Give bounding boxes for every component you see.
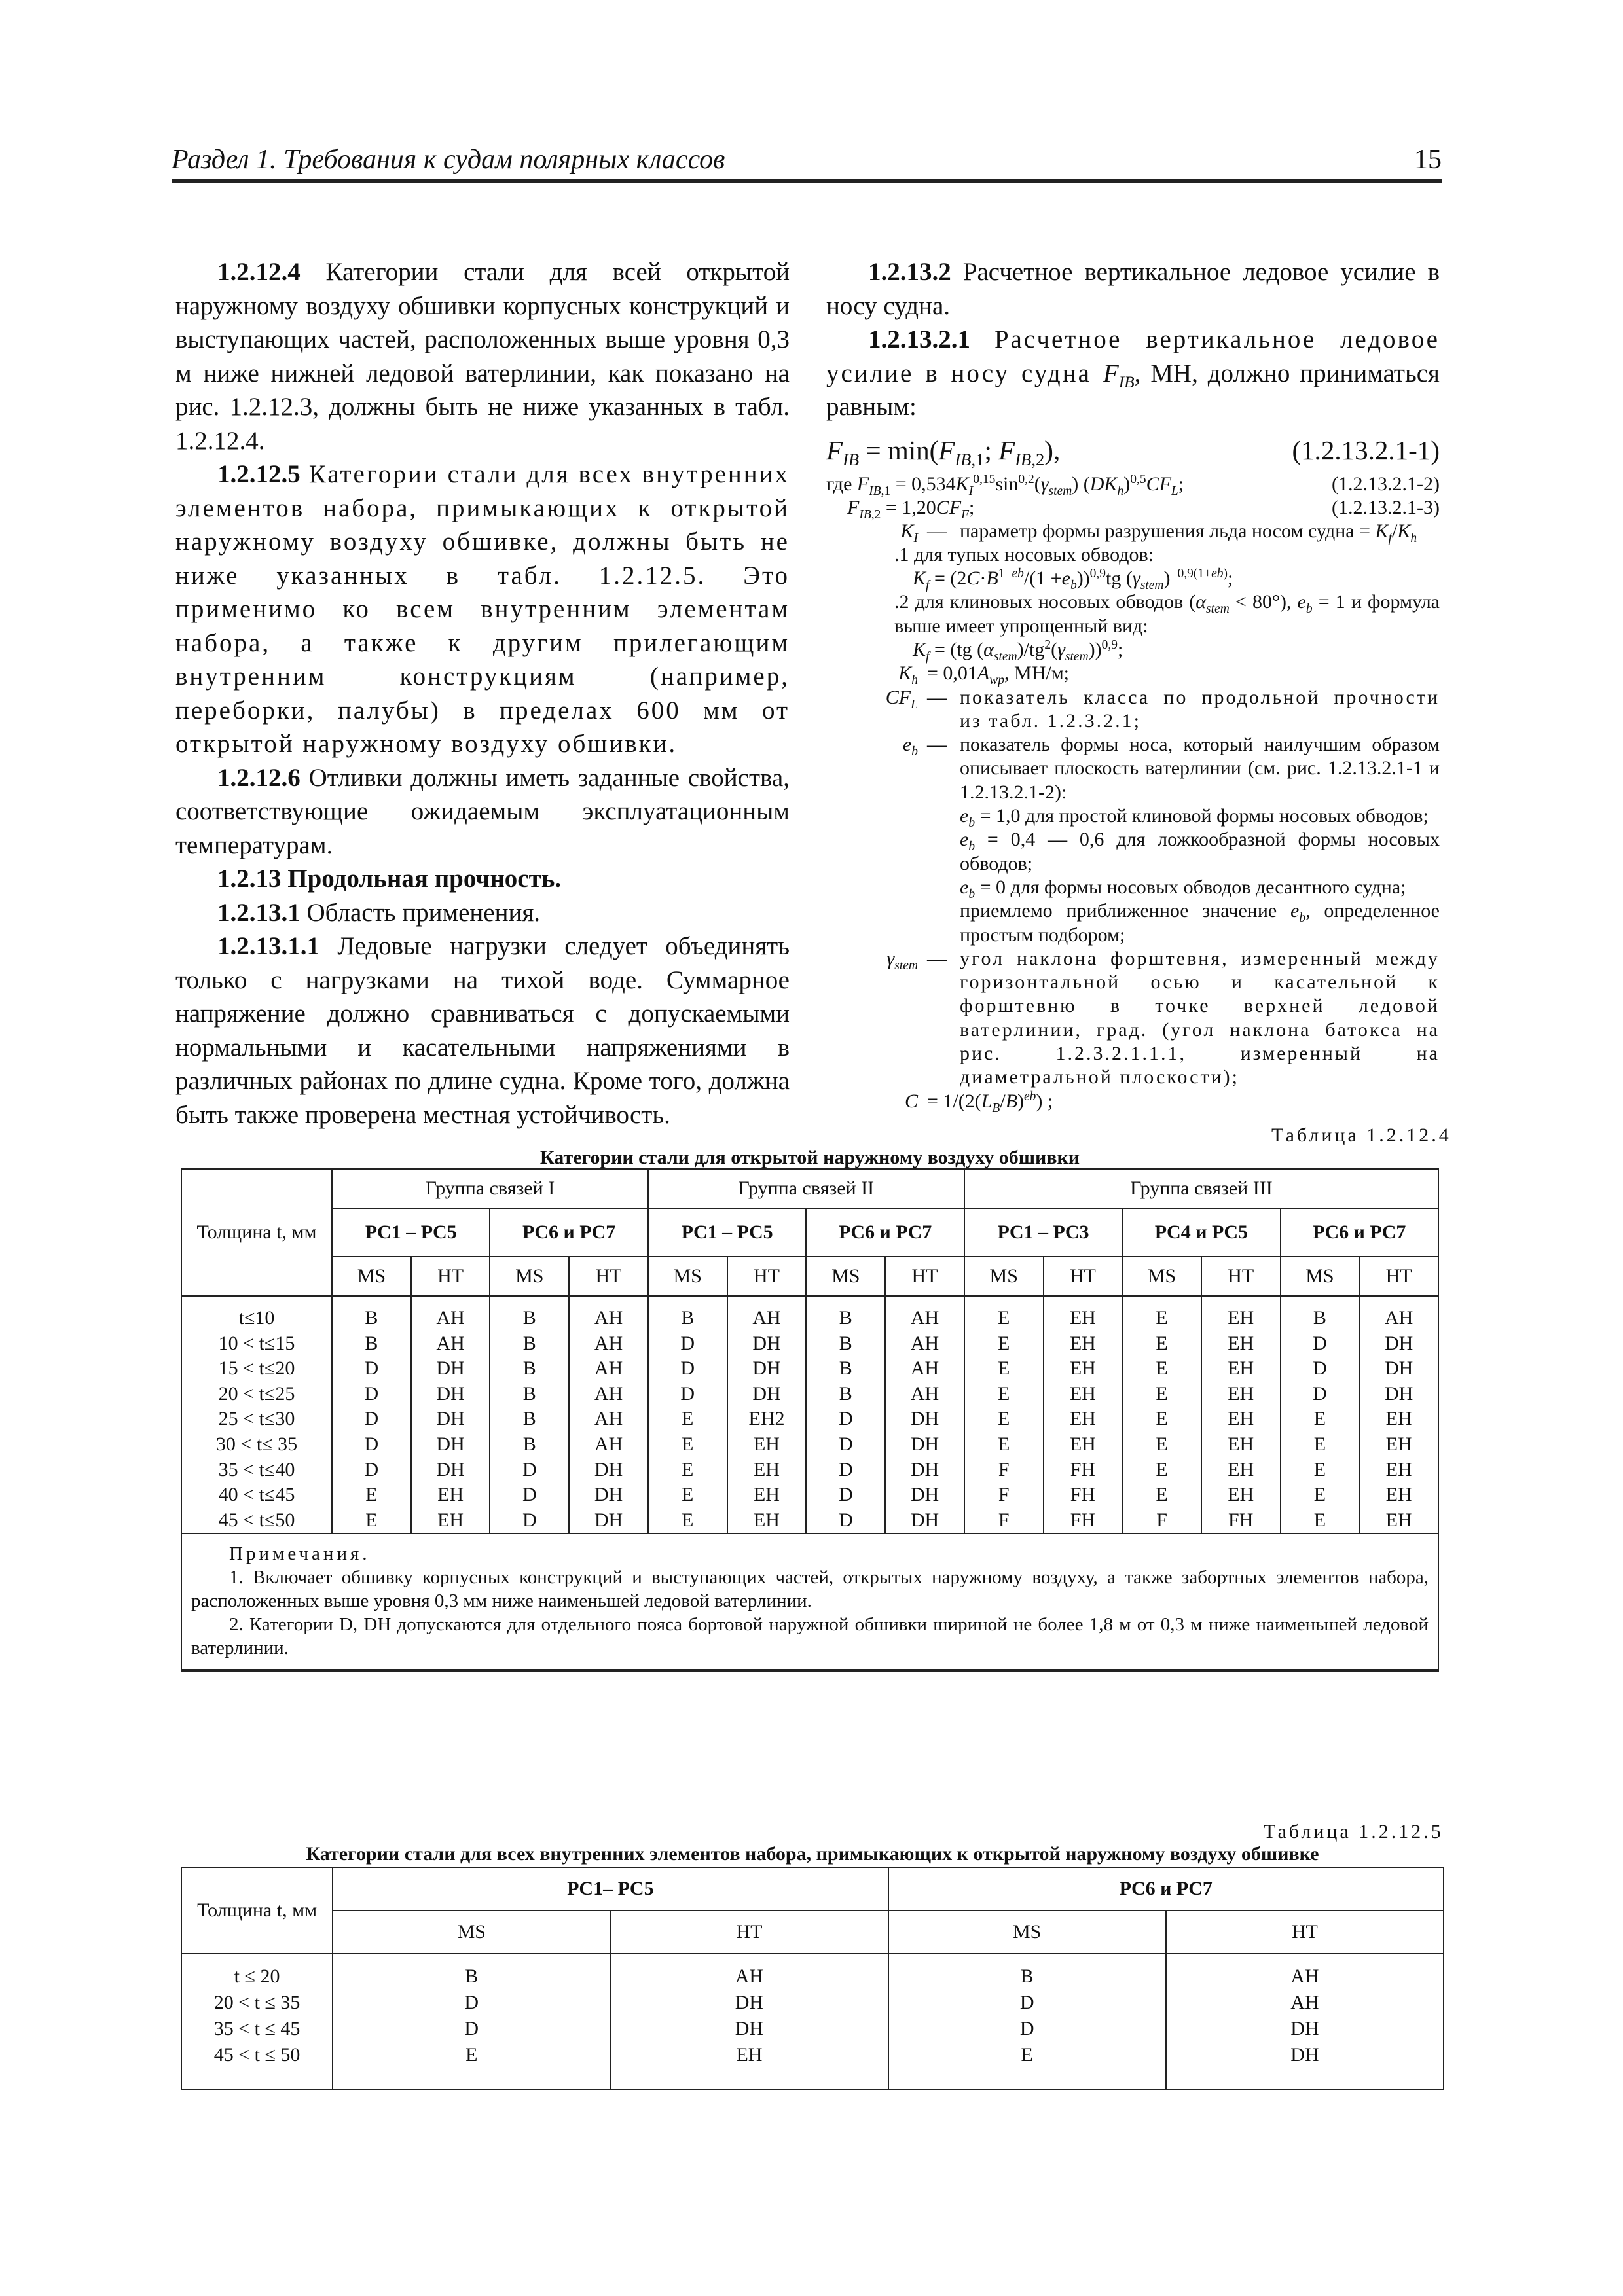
table-cell: D — [680, 1332, 695, 1354]
class-header: PC6 и PC7 — [490, 1208, 647, 1257]
table-cell: EH — [753, 1433, 780, 1455]
table-cell: EH — [1385, 1509, 1412, 1531]
table-cell: B — [522, 1382, 536, 1405]
table-cell: D — [680, 1357, 695, 1380]
steel-type-header: MS — [888, 1910, 1166, 1954]
def-eb-2: $e_b = 0,4$ — 0,6 для ложкообразной формы носовых обводов; — [960, 829, 1440, 874]
grade-column — [1044, 1296, 1123, 1534]
steel-type-header: MS — [332, 1257, 411, 1296]
table-cell: DH — [1384, 1357, 1413, 1380]
group-2-header: Группа связей II — [648, 1169, 964, 1208]
table-cell: D — [522, 1509, 537, 1531]
grade-column — [1122, 1296, 1201, 1534]
grade-column — [1359, 1296, 1438, 1534]
def-eb-1: $e_b = 1,0$ для простой клиновой формы носовых обводов; — [960, 805, 1429, 831]
formula-2: где $F_{IB,1} = 0,534K_I^{0,15}\sin^{0,2}(\gamma_{stem})$ $(DK_h)^{0,5}CF_L$; (1.2.13.2.1-2) — [826, 472, 1440, 498]
table-cell: D — [364, 1357, 379, 1380]
formula-kf-1: $K_f = (2C\cdot B^{1-eb}/(1 +e_b))^{0,9}tg$ $(\gamma_{stem})^{-0,9(1+eb)}$; — [913, 567, 1233, 593]
table-1-2-12-5 — [181, 1867, 1444, 2090]
thickness-header: Толщина t, мм — [181, 1867, 333, 1954]
table-cell: D — [838, 1458, 853, 1480]
table-cell: AH — [594, 1433, 623, 1455]
table-cell: E — [998, 1408, 1010, 1430]
class-header: PC6 и PC7 — [888, 1867, 1444, 1910]
def-eb-3: $e_b = 0$ для формы носовых обводов десантного судна; — [960, 876, 1406, 901]
table-cell: EH — [1069, 1408, 1096, 1430]
thickness-header: Толщина t, мм — [181, 1169, 332, 1296]
table-cell: DH — [1384, 1382, 1413, 1405]
steel-type-header: MS — [648, 1257, 727, 1296]
table-cell: DH — [594, 1509, 623, 1531]
table-cell: EH2 — [748, 1408, 785, 1430]
table-cell: E — [1313, 1408, 1326, 1430]
table-cell: EH — [1069, 1307, 1096, 1329]
left-column — [175, 255, 790, 1132]
right-column — [826, 255, 1440, 1113]
table-cell: E — [465, 2044, 478, 2066]
formula-kf-2: $K_f = (tg$ $(\alpha_{stem})/tg^2(\gamma_{stem}))^{0,9}$; — [913, 637, 1123, 664]
paragraph-1-2-13-1: 1.2.13.1 Область применения. — [217, 898, 541, 927]
table-cell: D — [364, 1458, 379, 1480]
table-cell: AH — [910, 1332, 939, 1354]
paragraph-1-2-12-6: 1.2.12.6 Отливки должны иметь заданные свойства, соответствующие ожидаемым эксплуатационным температурам. — [175, 763, 790, 859]
table-cell: DH — [735, 1992, 764, 2013]
table-cell: E — [682, 1484, 694, 1506]
thickness-value: t ≤ 20 — [234, 1965, 280, 1987]
running-header — [172, 143, 1442, 183]
table-cell: DH — [910, 1509, 939, 1531]
table-cell: AH — [1384, 1307, 1413, 1329]
table-cell: AH — [1290, 1992, 1319, 2013]
class-header: PC1 – PC3 — [964, 1208, 1122, 1257]
table-cell: AH — [594, 1357, 623, 1380]
steel-type-header: MS — [490, 1257, 569, 1296]
grade-column — [332, 1296, 411, 1534]
table-cell: DH — [752, 1382, 781, 1405]
table-cell: AH — [910, 1307, 939, 1329]
note-2: 2. Категории D, DH допускаются для отдельного пояса бортовой наружной обшивки шириной не более 1,8 м от 0,3 м ниже наименьшей ледовой ватерлинии. — [191, 1614, 1429, 1659]
table1-notes — [181, 1534, 1438, 1670]
steel-type-header: MS — [333, 1910, 610, 1954]
table-cell: EH — [1069, 1332, 1096, 1354]
grade-column — [411, 1296, 490, 1534]
table-cell: F — [998, 1484, 1010, 1506]
paragraph-1-2-12-4: 1.2.12.4 Категории стали для всей открытой наружному воздуху обшивки корпусных конструкций и выступающих частей, расположенных выше уровня 0,3 м ниже нижней ледовой ватерлинии, как показано на рис. 1.2.12.3, должны быть не ниже указанных в табл. 1.2.12.4. — [175, 258, 790, 455]
grade-column — [806, 1296, 885, 1534]
table-cell: E — [1313, 1509, 1326, 1531]
table-cell: B — [465, 1965, 479, 1987]
table-cell: B — [522, 1433, 536, 1455]
table-cell: B — [681, 1307, 695, 1329]
table-cell: DH — [436, 1433, 465, 1455]
grade-column — [610, 1954, 888, 2090]
thickness-value: 45 < t≤50 — [218, 1509, 295, 1531]
table-cell: D — [1313, 1332, 1327, 1354]
table-cell: FH — [1070, 1509, 1096, 1531]
thickness-value: t≤10 — [238, 1307, 275, 1329]
def-ki: $K_I$ — параметр формы разрушения льда носом судна = $K_f/K_h$ — [900, 520, 1417, 545]
grade-column — [333, 1954, 610, 2090]
table1-header-groups — [181, 1169, 1438, 1208]
table-cell: B — [1313, 1307, 1326, 1329]
table-cell: EH — [1385, 1484, 1412, 1506]
table-cell: F — [998, 1458, 1010, 1480]
formula-3: $F_{IB,2} = 1,20CF_F$; (1.2.13.2.1-3) — [847, 496, 1440, 522]
table-cell: B — [839, 1307, 852, 1329]
table-cell: DH — [735, 2018, 764, 2039]
table-cell: E — [1156, 1357, 1168, 1380]
steel-type-header: HT — [727, 1257, 807, 1296]
table-cell: FH — [1070, 1484, 1096, 1506]
def-c: C = $1/(2(L_B/B)^{eb})$ ; — [904, 1089, 1053, 1115]
table-cell: EH — [1228, 1408, 1254, 1430]
grade-column — [1281, 1296, 1360, 1534]
table1-header-classes — [181, 1208, 1438, 1257]
thickness-value: 10 < t≤15 — [218, 1332, 295, 1354]
table-cell: E — [682, 1509, 694, 1531]
heading-1-2-13: 1.2.13 Продольная прочность. — [217, 865, 562, 893]
table-cell: AH — [910, 1357, 939, 1380]
table-cell: AH — [910, 1382, 939, 1405]
table2-data-row — [181, 1954, 1444, 2090]
table-cell: FH — [1228, 1509, 1254, 1531]
table-cell: B — [522, 1332, 536, 1354]
table-cell: B — [365, 1307, 378, 1329]
table-cell: DH — [910, 1408, 939, 1430]
table-cell: F — [998, 1509, 1010, 1531]
table2-header-classes — [181, 1867, 1444, 1910]
steel-type-header: HT — [1044, 1257, 1123, 1296]
table-cell: D — [838, 1408, 853, 1430]
table-cell: AH — [1290, 1965, 1319, 1987]
group-3-header: Группа связей III — [964, 1169, 1438, 1208]
table-cell: EH — [1228, 1484, 1254, 1506]
definitions — [826, 520, 1440, 1113]
table-cell: DH — [910, 1433, 939, 1455]
formula-1: $F_{IB} = \min(F_{IB,1}$; $F_{IB,2}$), (1.2.13.2.1-1) — [826, 435, 1440, 469]
table-cell: DH — [436, 1458, 465, 1480]
table-cell: E — [365, 1509, 378, 1531]
steel-type-header: HT — [1201, 1257, 1281, 1296]
table-cell: E — [998, 1382, 1010, 1405]
grade-column — [569, 1296, 648, 1534]
table-cell: EH — [1228, 1307, 1254, 1329]
table-cell: DH — [910, 1458, 939, 1480]
table-cell: D — [680, 1382, 695, 1405]
paragraph-1-2-13-2-1: 1.2.13.2.1 Расчетное вертикальное ледовое усилие в носу судна $F_{IB}$, МН, должно приниматься равным: — [826, 325, 1440, 421]
table-cell: E — [1313, 1458, 1326, 1480]
table-cell: EH — [753, 1458, 780, 1480]
table-cell: D — [1313, 1382, 1327, 1405]
thickness-value: 45 < t ≤ 50 — [213, 2044, 301, 2066]
table-cell: EH — [437, 1509, 464, 1531]
table-cell: B — [522, 1408, 536, 1430]
table-cell: EH — [1385, 1408, 1412, 1430]
table-cell: E — [998, 1433, 1010, 1455]
table-cell: DH — [1290, 2044, 1319, 2066]
table-cell: D — [838, 1433, 853, 1455]
table-cell: B — [1020, 1965, 1034, 1987]
thickness-value: 40 < t≤45 — [218, 1484, 295, 1506]
table-cell: EH — [1069, 1433, 1096, 1455]
grade-column — [727, 1296, 807, 1534]
grade-column — [648, 1296, 727, 1534]
grade-column — [1166, 1954, 1444, 2090]
table2-title: Категории стали для всех внутренних элементов набора, примыкающих к открытой наружному воздуху обшивке — [306, 1843, 1319, 1865]
table-cell: EH — [1069, 1382, 1096, 1405]
def-ki-2: .2 для клиновых носовых обводов $(\alpha_{stem} < 80^\circ)$, $e_b = 1$ и формула выше имеет упрощенный вид: — [894, 591, 1440, 637]
thickness-column — [181, 1954, 333, 2090]
def-ki-1: .1 для тупых носовых обводов: — [894, 543, 1154, 565]
table2-header-steel-type — [181, 1910, 1444, 1954]
table-cell: AH — [594, 1382, 623, 1405]
table-cell: E — [1156, 1433, 1168, 1455]
table1-notes-row — [181, 1534, 1438, 1670]
paragraph-1-2-13-1-1: 1.2.13.1.1 Ледовые нагрузки следует объединять только с нагрузками на тихой воде. Суммарное напряжение должно сравниваться с допускаемыми нормальными и касательными напряжениями в различных районах по длине судна. Кроме того, должна быть также проверена местная устойчивость. — [175, 932, 790, 1129]
page-number: 15 — [1414, 145, 1442, 175]
grade-column — [490, 1296, 569, 1534]
table1-caption: Таблица 1.2.12.4 — [1271, 1124, 1451, 1146]
table-cell: EH — [1228, 1458, 1254, 1480]
class-header: PC6 и PC7 — [1281, 1208, 1438, 1257]
table1-title: Категории стали для открытой наружному воздуху обшивки — [539, 1147, 1080, 1168]
table-cell: E — [1313, 1484, 1326, 1506]
class-header: PC4 и PC5 — [1122, 1208, 1280, 1257]
table-cell: DH — [752, 1332, 781, 1354]
table-cell: AH — [594, 1307, 623, 1329]
table-cell: D — [522, 1458, 537, 1480]
table-cell: E — [1156, 1307, 1168, 1329]
table-cell: B — [522, 1307, 536, 1329]
thickness-value: 15 < t≤20 — [218, 1357, 295, 1380]
table-cell: DH — [436, 1408, 465, 1430]
steel-type-header: HT — [1166, 1910, 1444, 1954]
table-cell: EH — [1228, 1332, 1254, 1354]
paragraph-1-2-12-5: 1.2.12.5 Категории стали для всех внутренних элементов набора, примыкающих к открытой наружному воздуху обшивке, должны быть не ниже указанных в табл. 1.2.12.5. Это применимо ко всем внутренним элементам набора, а также к другим прилегающим внутренним конструкциям (например, переборки, палубы) в пределах 600 мм от открытой наружному воздуху обшивки. — [175, 460, 790, 758]
table-cell: EH — [1069, 1357, 1096, 1380]
steel-type-header: HT — [610, 1910, 888, 1954]
table-cell: EH — [736, 2044, 763, 2066]
table-cell: AH — [436, 1307, 465, 1329]
table-cell: B — [839, 1382, 852, 1405]
group-1-header: Группа связей I — [332, 1169, 648, 1208]
table-cell: EH — [1228, 1433, 1254, 1455]
table1-header-steel-type — [181, 1257, 1438, 1296]
table-cell: AH — [594, 1408, 623, 1430]
notes-title: Примечания. — [229, 1543, 371, 1565]
table-cell: E — [1021, 2044, 1033, 2066]
table-cell: D — [522, 1484, 537, 1506]
steel-type-header: MS — [1281, 1257, 1360, 1296]
table-cell: EH — [1385, 1433, 1412, 1455]
table-cell: DH — [1290, 2018, 1319, 2039]
table-cell: E — [1156, 1382, 1168, 1405]
table-cell: FH — [1070, 1458, 1096, 1480]
def-eb: $e_b$ — показатель формы носа, который наилучшим образом описывает плоскость ватерлинии (см. рис. 1.2.13.2.1-1 и 1.2.13.2.1-2): — [902, 734, 1440, 803]
def-cfl: $CF_L$ — показатель класса по продольной прочности из табл. 1.2.3.2.1; — [885, 686, 1440, 732]
grade-column — [964, 1296, 1044, 1534]
def-kh: $K_h$ = $0,01A_{wp}$, МН/м; — [898, 662, 1070, 688]
steel-type-header: MS — [1122, 1257, 1201, 1296]
thickness-value: 25 < t≤30 — [218, 1408, 295, 1430]
table-cell: AH — [594, 1332, 623, 1354]
table-cell: B — [839, 1357, 852, 1380]
table-cell: B — [839, 1332, 852, 1354]
table-cell: AH — [752, 1307, 781, 1329]
class-header: PC1– PC5 — [333, 1867, 888, 1910]
table-cell: EH — [1228, 1382, 1254, 1405]
grade-column — [1201, 1296, 1281, 1534]
steel-type-header: HT — [411, 1257, 490, 1296]
table-cell: E — [365, 1484, 378, 1506]
table-cell: F — [1156, 1509, 1167, 1531]
class-header: PC1 – PC5 — [332, 1208, 490, 1257]
steel-type-header: HT — [569, 1257, 648, 1296]
table-cell: DH — [436, 1357, 465, 1380]
table-cell: DH — [910, 1484, 939, 1506]
table-cell: D — [364, 1433, 379, 1455]
table1-data-row — [181, 1296, 1438, 1534]
steel-type-header: MS — [806, 1257, 885, 1296]
table-cell: E — [682, 1458, 694, 1480]
paragraph-1-2-13-2: 1.2.13.2 Расчетное вертикальное ледовое усилие в носу судна. — [826, 258, 1440, 320]
table-cell: E — [998, 1332, 1010, 1354]
table-cell: EH — [1228, 1357, 1254, 1380]
table-cell: B — [522, 1357, 536, 1380]
table-cell: E — [998, 1307, 1010, 1329]
table-cell: D — [1019, 1992, 1034, 2013]
table-cell: D — [464, 2018, 479, 2039]
class-header: PC1 – PC5 — [648, 1208, 807, 1257]
table-1-2-12-4 — [181, 1168, 1439, 1672]
thickness-value: 20 < t≤25 — [218, 1382, 295, 1405]
steel-type-header: MS — [964, 1257, 1044, 1296]
table-cell: DH — [1384, 1332, 1413, 1354]
table-cell: DH — [594, 1484, 623, 1506]
table-cell: DH — [436, 1382, 465, 1405]
grade-column — [888, 1954, 1166, 2090]
table-cell: EH — [1385, 1458, 1412, 1480]
table-cell: E — [1156, 1332, 1168, 1354]
table-cell: D — [838, 1484, 853, 1506]
section-title: Раздел 1. Требования к судам полярных классов — [172, 145, 725, 175]
table-cell: E — [998, 1357, 1010, 1380]
steel-type-header: HT — [1359, 1257, 1438, 1296]
table-cell: DH — [594, 1458, 623, 1480]
table-cell: EH — [753, 1484, 780, 1506]
grade-column — [885, 1296, 964, 1534]
table-cell: D — [1019, 2018, 1034, 2039]
table-cell: B — [365, 1332, 378, 1354]
class-header: PC6 и PC7 — [806, 1208, 964, 1257]
thickness-value: 30 < t≤ 35 — [215, 1433, 298, 1455]
thickness-value: 35 < t≤40 — [218, 1458, 295, 1480]
table-cell: E — [1156, 1408, 1168, 1430]
table-cell: D — [838, 1509, 853, 1531]
table-cell: AH — [436, 1332, 465, 1354]
table-cell: E — [1156, 1458, 1168, 1480]
def-gamma-stem: $\gamma_{stem}$ — угол наклона форштевня, измеренный между горизонтальной осью и касательной к форштевню в точке верхней ледовой ватерлинии, град. (угол наклона батокса на рис. 1.2.3.2.1.1.1, измеренный на диаметральной плоскости); — [886, 947, 1440, 1088]
note-1: 1. Включает обшивку корпусных конструкций и выступающих частей, открытых наружному воздуху, а также забортных элементов набора, расположенных выше уровня 0,3 мм ниже наименьшей ледовой ватерлинии. — [191, 1567, 1429, 1612]
table-cell: AH — [735, 1965, 764, 1987]
table-cell: D — [364, 1382, 379, 1405]
table-cell: E — [1156, 1484, 1168, 1506]
def-eb-4: приемлемо приближенное значение $e_b$, определенное простым подбором; — [960, 900, 1440, 946]
steel-type-header: HT — [885, 1257, 964, 1296]
thickness-column — [181, 1296, 332, 1534]
table-cell: DH — [752, 1357, 781, 1380]
table-cell: E — [1313, 1433, 1326, 1455]
table2-caption: Таблица 1.2.12.5 — [1264, 1821, 1444, 1842]
table-cell: EH — [437, 1484, 464, 1506]
table-cell: D — [364, 1408, 379, 1430]
table-cell: D — [1313, 1357, 1327, 1380]
table-cell: EH — [753, 1509, 780, 1531]
table-cell: D — [464, 1992, 479, 2013]
table-cell: E — [682, 1433, 694, 1455]
table-cell: E — [682, 1408, 694, 1430]
thickness-value: 35 < t ≤ 45 — [213, 2018, 301, 2039]
thickness-value: 20 < t ≤ 35 — [213, 1992, 301, 2013]
